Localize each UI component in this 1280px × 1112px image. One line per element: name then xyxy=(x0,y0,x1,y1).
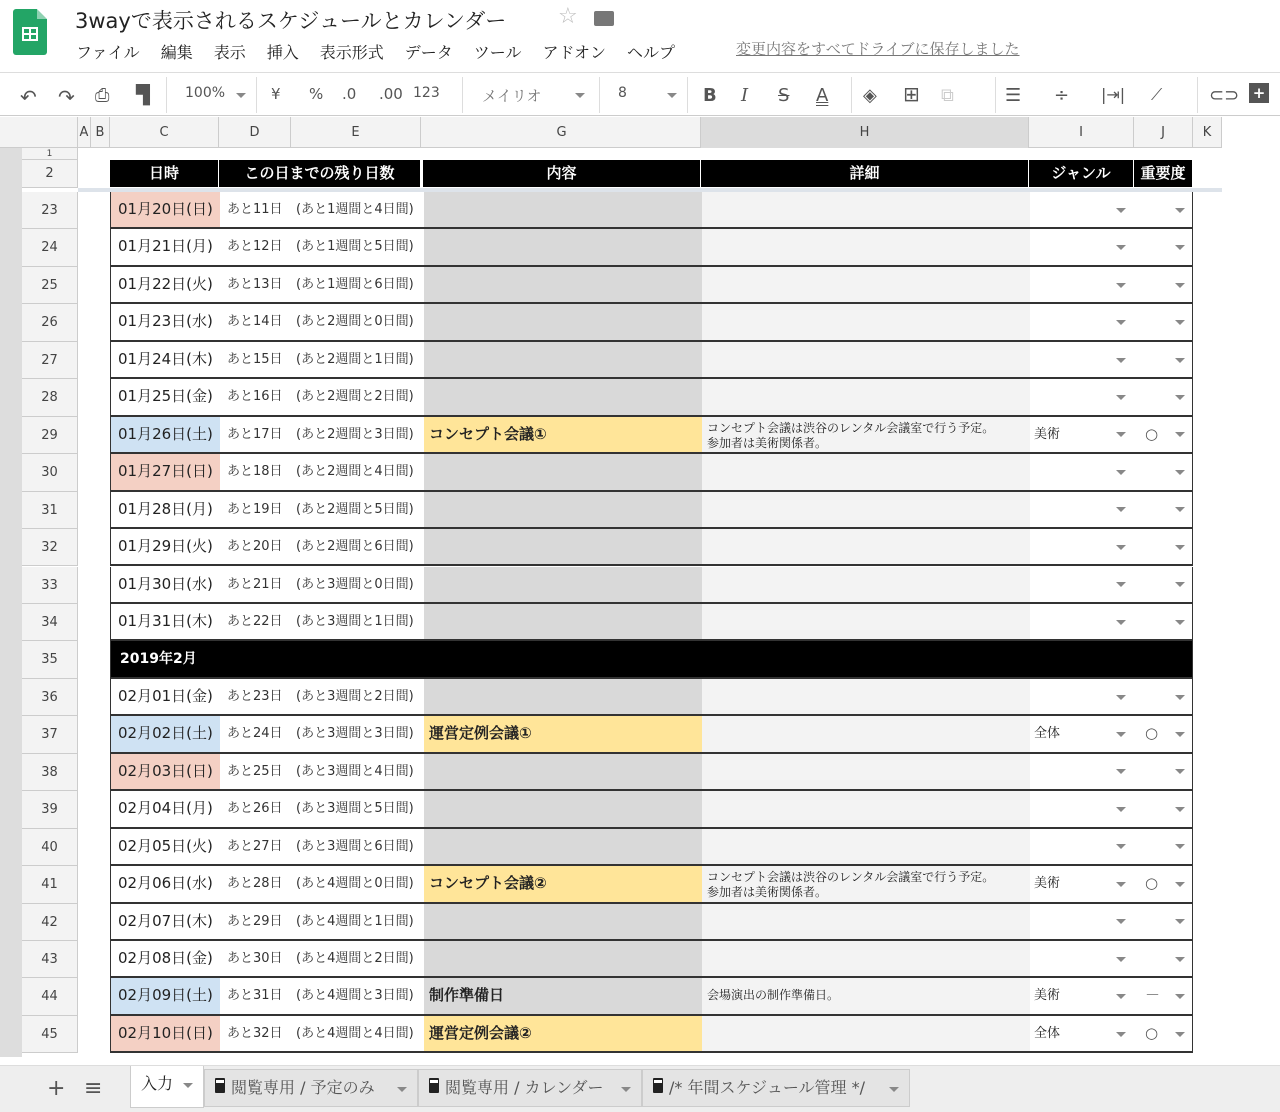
detail-cell[interactable] xyxy=(702,754,1030,789)
column-header-k[interactable]: K xyxy=(1193,117,1222,148)
content-cell[interactable] xyxy=(424,529,702,564)
importance-cell[interactable]: ○ xyxy=(1145,724,1159,743)
remaining-days-cell[interactable]: あと27日 xyxy=(227,838,283,854)
remaining-days-cell[interactable]: あと32日 xyxy=(227,1025,283,1041)
genre-cell[interactable]: 全体 xyxy=(1034,1025,1061,1041)
importance-dropdown-icon[interactable] xyxy=(1175,957,1185,962)
content-cell[interactable] xyxy=(424,492,702,527)
row-header[interactable]: 43 xyxy=(22,941,78,978)
row-header[interactable]: 37 xyxy=(22,716,78,753)
sheet-tab[interactable] xyxy=(418,1069,642,1107)
zoom-select[interactable]: 100% xyxy=(185,85,226,101)
date-cell[interactable]: 02月09日(土) xyxy=(111,978,220,1013)
row-header[interactable]: 25 xyxy=(22,267,78,304)
text-color-button[interactable]: A xyxy=(816,85,829,106)
importance-dropdown-icon[interactable] xyxy=(1175,432,1185,437)
genre-dropdown-icon[interactable] xyxy=(1116,283,1126,288)
detail-cell[interactable] xyxy=(702,529,1030,564)
remaining-days-cell[interactable]: あと30日 xyxy=(227,951,283,966)
genre-dropdown-icon[interactable] xyxy=(1116,245,1126,250)
date-cell[interactable]: 02月08日(金) xyxy=(111,941,220,976)
increase-decimal-button[interactable]: .00 xyxy=(379,85,403,103)
table-row xyxy=(110,529,1193,566)
genre-dropdown-icon[interactable] xyxy=(1116,395,1126,400)
remaining-days-cell[interactable]: あと22日 xyxy=(227,613,283,629)
percent-button[interactable]: % xyxy=(309,85,324,103)
undo-icon[interactable]: ↶ xyxy=(20,85,37,109)
row-header[interactable]: 2 xyxy=(22,160,78,188)
content-cell[interactable]: コンセプト会議② xyxy=(424,866,702,901)
row-header[interactable]: 31 xyxy=(22,492,78,529)
header-genre: ジャンル xyxy=(1029,160,1134,187)
row-header[interactable]: 45 xyxy=(22,1016,78,1053)
sheet-tab-label: /* 年間スケジュール管理 */ xyxy=(669,1078,865,1097)
genre-dropdown-icon[interactable] xyxy=(1116,957,1126,962)
table-row xyxy=(110,754,1193,791)
content-cell[interactable]: 制作準備日 xyxy=(424,978,702,1013)
remaining-days-cell[interactable]: あと31日 xyxy=(227,988,283,1004)
importance-cell[interactable]: ○ xyxy=(1145,874,1159,893)
row-header[interactable]: 35 xyxy=(22,641,78,678)
row-header[interactable]: 32 xyxy=(22,529,78,566)
row-header[interactable]: 1 xyxy=(22,148,78,160)
remaining-weeks-cell[interactable]: (あと3週間と0日間) xyxy=(296,576,414,592)
remaining-weeks-cell[interactable]: (あと1週間と5日間) xyxy=(296,239,414,255)
menu-item[interactable]: ファイル xyxy=(76,43,140,62)
header-importance: 重要度 xyxy=(1134,160,1193,187)
lock-icon xyxy=(653,1083,663,1093)
row-header[interactable]: 41 xyxy=(22,866,78,903)
importance-dropdown-icon[interactable] xyxy=(1175,807,1185,812)
row-header[interactable]: 30 xyxy=(22,454,78,491)
importance-dropdown-icon[interactable] xyxy=(1175,358,1185,363)
table-row xyxy=(110,866,1193,903)
table-row xyxy=(110,1016,1193,1053)
remaining-weeks-cell[interactable]: (あと3週間と2日間) xyxy=(296,688,414,704)
date-cell[interactable]: 02月03日(日) xyxy=(111,754,220,789)
remaining-weeks-cell[interactable]: (あと3週間と6日間) xyxy=(296,838,414,854)
month-row xyxy=(110,641,1193,678)
row-header[interactable]: 23 xyxy=(22,192,78,229)
row-header[interactable]: 39 xyxy=(22,791,78,828)
remaining-days-cell[interactable]: あと21日 xyxy=(227,576,283,592)
detail-cell[interactable] xyxy=(702,941,1030,976)
importance-dropdown-icon[interactable] xyxy=(1175,395,1185,400)
remaining-weeks-cell[interactable]: (あと2週間と5日間) xyxy=(296,501,414,517)
borders-icon[interactable]: ⊞ xyxy=(903,82,920,106)
content-cell[interactable] xyxy=(424,342,702,377)
genre-dropdown-icon[interactable] xyxy=(1116,844,1126,849)
row-header[interactable]: 42 xyxy=(22,904,78,941)
menu-item[interactable]: 編集 xyxy=(160,43,193,62)
row-header[interactable]: 29 xyxy=(22,417,78,454)
remaining-days-cell[interactable]: あと14日 xyxy=(227,314,283,330)
genre-dropdown-icon[interactable] xyxy=(1116,882,1126,887)
row-header[interactable]: 36 xyxy=(22,679,78,716)
date-cell[interactable]: 01月25日(金) xyxy=(111,379,220,414)
content-cell[interactable]: コンセプト会議① xyxy=(424,417,702,452)
remaining-days-cell[interactable]: あと15日 xyxy=(227,351,283,367)
importance-dropdown-icon[interactable] xyxy=(1175,882,1185,887)
tab-menu-dropdown-icon[interactable] xyxy=(397,1087,407,1092)
strikethrough-button[interactable]: S xyxy=(778,85,790,106)
remaining-days-cell[interactable]: あと19日 xyxy=(227,501,283,517)
detail-cell[interactable] xyxy=(702,492,1030,527)
remaining-days-cell[interactable]: あと24日 xyxy=(227,726,283,742)
add-comment-icon[interactable]: + xyxy=(1249,83,1269,103)
column-header-a[interactable]: A xyxy=(78,117,91,148)
remaining-days-cell[interactable]: あと20日 xyxy=(227,539,283,555)
content-cell[interactable]: 運営定例会議② xyxy=(424,1016,702,1051)
row-header[interactable]: 40 xyxy=(22,829,78,866)
content-cell[interactable] xyxy=(424,192,702,227)
remaining-weeks-cell[interactable]: (あと2週間と4日間) xyxy=(296,464,414,480)
date-cell[interactable]: 02月04日(月) xyxy=(111,791,220,826)
table-row xyxy=(110,304,1193,341)
importance-dropdown-icon[interactable] xyxy=(1175,320,1185,325)
menu-item[interactable]: 表示 xyxy=(213,43,246,62)
tab-menu-dropdown-icon[interactable] xyxy=(183,1083,193,1088)
detail-cell[interactable]: コンセプト会議は渋谷のレンタル会議室で行う予定。 参加者は美術関係者。 xyxy=(702,866,1030,901)
remaining-days-cell[interactable]: あと25日 xyxy=(227,763,283,779)
header-remaining: この日までの残り日数 xyxy=(219,160,421,187)
date-cell[interactable]: 01月20日(日) xyxy=(111,192,220,227)
genre-dropdown-icon[interactable] xyxy=(1116,769,1126,774)
importance-dropdown-icon[interactable] xyxy=(1175,620,1185,625)
table-row xyxy=(110,342,1193,379)
remaining-days-cell[interactable]: あと11日 xyxy=(227,202,283,217)
header-date: 日時 xyxy=(110,160,219,187)
importance-dropdown-icon[interactable] xyxy=(1175,245,1185,250)
importance-dropdown-icon[interactable] xyxy=(1175,283,1185,288)
column-header-i[interactable]: I xyxy=(1029,117,1134,148)
print-icon[interactable]: ⎙ xyxy=(95,85,110,106)
remaining-days-cell[interactable]: あと26日 xyxy=(227,801,283,817)
remaining-weeks-cell[interactable]: (あと1週間と4日間) xyxy=(296,202,414,217)
detail-cell[interactable] xyxy=(702,904,1030,939)
remaining-weeks-cell[interactable]: (あと4週間と0日間) xyxy=(296,876,414,892)
genre-dropdown-icon[interactable] xyxy=(1116,919,1126,924)
detail-cell[interactable] xyxy=(702,267,1030,302)
remaining-weeks-cell[interactable]: (あと2週間と0日間) xyxy=(296,314,414,330)
table-row xyxy=(110,904,1193,941)
date-cell[interactable]: 02月10日(日) xyxy=(111,1016,220,1051)
content-cell[interactable] xyxy=(424,941,702,976)
importance-dropdown-icon[interactable] xyxy=(1175,1032,1185,1037)
genre-dropdown-icon[interactable] xyxy=(1116,620,1126,625)
detail-cell[interactable] xyxy=(702,229,1030,264)
document-title[interactable]: 3wayで表示されるスケジュールとカレンダー xyxy=(75,9,507,33)
genre-dropdown-icon[interactable] xyxy=(1116,432,1126,437)
remaining-weeks-cell[interactable]: (あと4週間と4日間) xyxy=(296,1025,414,1041)
genre-dropdown-icon[interactable] xyxy=(1116,545,1126,550)
table-row xyxy=(110,454,1193,491)
detail-cell[interactable] xyxy=(702,716,1030,751)
importance-dropdown-icon[interactable] xyxy=(1175,695,1185,700)
sheet-tab[interactable] xyxy=(642,1069,910,1107)
tab-menu-dropdown-icon[interactable] xyxy=(621,1087,631,1092)
row-header[interactable]: 38 xyxy=(22,754,78,791)
genre-dropdown-icon[interactable] xyxy=(1116,358,1126,363)
table-row xyxy=(110,379,1193,416)
remaining-days-cell[interactable]: あと23日 xyxy=(227,688,283,704)
row-header[interactable]: 24 xyxy=(22,229,78,266)
font-select[interactable]: メイリオ xyxy=(482,87,542,105)
content-cell[interactable] xyxy=(424,379,702,414)
sheet-tab-label: 入力 xyxy=(141,1074,174,1093)
table-row xyxy=(110,567,1193,604)
genre-dropdown-icon[interactable] xyxy=(1116,582,1126,587)
genre-cell[interactable]: 美術 xyxy=(1034,876,1061,892)
row-header[interactable]: 28 xyxy=(22,379,78,416)
folder-icon[interactable] xyxy=(594,11,614,26)
remaining-weeks-cell[interactable]: (あと4週間と2日間) xyxy=(296,951,414,966)
remaining-days-cell[interactable]: あと18日 xyxy=(227,464,283,480)
remaining-weeks-cell[interactable]: (あと2週間と2日間) xyxy=(296,389,414,405)
align-left-icon[interactable]: ☰ xyxy=(1005,85,1022,106)
date-cell[interactable]: 01月28日(月) xyxy=(111,492,220,527)
row-header[interactable]: 33 xyxy=(22,567,78,604)
table-row xyxy=(110,229,1193,266)
table-row xyxy=(110,679,1193,716)
add-sheet-button[interactable]: + xyxy=(47,1076,66,1101)
row-header[interactable]: 34 xyxy=(22,604,78,641)
row-header[interactable]: 27 xyxy=(22,342,78,379)
sheet-tab-label: 閲覧専用 / カレンダー xyxy=(445,1078,604,1097)
all-sheets-button[interactable]: ≡ xyxy=(84,1076,103,1101)
detail-cell[interactable]: 会場演出の制作準備日。 xyxy=(702,978,1030,1013)
genre-dropdown-icon[interactable] xyxy=(1116,732,1126,737)
genre-dropdown-icon[interactable] xyxy=(1116,320,1126,325)
table-row xyxy=(110,791,1193,828)
remaining-weeks-cell[interactable]: (あと3週間と1日間) xyxy=(296,613,414,629)
genre-cell[interactable]: 全体 xyxy=(1034,726,1061,742)
select-all-corner[interactable] xyxy=(22,117,78,148)
table-row xyxy=(110,192,1193,229)
remaining-weeks-cell[interactable]: (あと1週間と6日間) xyxy=(296,276,414,292)
row-group-gutter xyxy=(0,117,22,1057)
remaining-weeks-cell[interactable]: (あと2週間と1日間) xyxy=(296,351,414,367)
remaining-weeks-cell[interactable]: (あと4週間と1日間) xyxy=(296,913,414,929)
header-content: 内容 xyxy=(423,160,701,187)
column-header-b[interactable]: B xyxy=(91,117,110,148)
content-cell[interactable] xyxy=(424,829,702,864)
date-cell[interactable]: 01月23日(水) xyxy=(111,304,220,339)
remaining-weeks-cell[interactable]: (あと3週間と4日間) xyxy=(296,763,414,779)
column-header-e[interactable]: E xyxy=(291,117,421,148)
date-cell[interactable]: 02月05日(火) xyxy=(111,829,220,864)
column-headers xyxy=(0,117,1222,148)
sheet-tab-label: 閲覧専用 / 予定のみ xyxy=(231,1078,375,1097)
table-row xyxy=(110,829,1193,866)
content-cell[interactable] xyxy=(424,791,702,826)
menu-item[interactable]: ツール xyxy=(473,43,522,62)
importance-dropdown-icon[interactable] xyxy=(1175,470,1185,475)
tab-menu-dropdown-icon[interactable] xyxy=(889,1087,899,1092)
detail-cell[interactable] xyxy=(702,379,1030,414)
content-cell[interactable] xyxy=(424,454,702,489)
column-header-c[interactable]: C xyxy=(110,117,219,148)
menu-item[interactable]: ヘルプ xyxy=(626,43,675,62)
remaining-days-cell[interactable]: あと16日 xyxy=(227,389,283,405)
date-cell[interactable]: 02月01日(金) xyxy=(111,679,220,714)
text-wrap-icon[interactable]: |⇥| xyxy=(1101,85,1126,104)
content-cell[interactable] xyxy=(424,604,702,639)
detail-cell[interactable] xyxy=(702,829,1030,864)
detail-cell[interactable] xyxy=(702,342,1030,377)
date-cell[interactable]: 01月21日(月) xyxy=(111,229,220,264)
genre-dropdown-icon[interactable] xyxy=(1116,807,1126,812)
genre-dropdown-icon[interactable] xyxy=(1116,1032,1126,1037)
remaining-weeks-cell[interactable]: (あと3週間と5日間) xyxy=(296,801,414,817)
genre-dropdown-icon[interactable] xyxy=(1116,695,1126,700)
importance-dropdown-icon[interactable] xyxy=(1175,545,1185,550)
content-cell[interactable] xyxy=(424,567,702,602)
remaining-days-cell[interactable]: あと12日 xyxy=(227,239,283,255)
importance-dropdown-icon[interactable] xyxy=(1175,507,1185,512)
remaining-weeks-cell[interactable]: (あと4週間と3日間) xyxy=(296,988,414,1004)
table-row xyxy=(110,716,1193,753)
detail-cell[interactable] xyxy=(702,192,1030,227)
decrease-decimal-button[interactable]: .0 xyxy=(342,85,357,103)
detail-cell[interactable]: コンセプト会議は渋谷のレンタル会議室で行う予定。 参加者は美術関係者。 xyxy=(702,417,1030,452)
sheet-tab[interactable] xyxy=(204,1069,418,1107)
genre-dropdown-icon[interactable] xyxy=(1116,507,1126,512)
detail-cell[interactable] xyxy=(702,567,1030,602)
table-row xyxy=(110,492,1193,529)
detail-cell[interactable] xyxy=(702,791,1030,826)
sheets-logo[interactable] xyxy=(13,9,47,55)
importance-dropdown-icon[interactable] xyxy=(1175,994,1185,999)
importance-dropdown-icon[interactable] xyxy=(1175,208,1185,213)
fill-color-icon[interactable]: ◈ xyxy=(863,85,877,106)
remaining-weeks-cell[interactable]: (あと3週間と3日間) xyxy=(296,726,414,742)
menu-bar xyxy=(76,40,675,63)
menu-item[interactable]: アドオン xyxy=(542,43,606,62)
importance-dropdown-icon[interactable] xyxy=(1175,582,1185,587)
content-cell[interactable] xyxy=(424,267,702,302)
text-rotate-icon[interactable]: ⟋ xyxy=(1151,85,1163,104)
italic-button[interactable]: I xyxy=(741,85,749,106)
bold-button[interactable]: B xyxy=(703,85,717,106)
column-header-h[interactable]: H xyxy=(701,117,1029,148)
font-size-select[interactable]: 8 xyxy=(618,85,627,101)
column-header-j[interactable]: J xyxy=(1134,117,1193,148)
lock-icon xyxy=(215,1083,225,1093)
date-cell[interactable]: 01月24日(木) xyxy=(111,342,220,377)
detail-cell[interactable] xyxy=(702,679,1030,714)
date-cell[interactable]: 01月27日(日) xyxy=(111,454,220,489)
content-cell[interactable] xyxy=(424,904,702,939)
menu-item[interactable]: データ xyxy=(404,43,453,62)
content-cell[interactable] xyxy=(424,754,702,789)
row-header[interactable]: 26 xyxy=(22,304,78,341)
column-header-g[interactable]: G xyxy=(423,117,701,148)
content-cell[interactable] xyxy=(424,304,702,339)
month-label: 2019年2月 xyxy=(120,651,197,668)
importance-cell[interactable]: ○ xyxy=(1145,1023,1159,1042)
importance-dropdown-icon[interactable] xyxy=(1175,919,1185,924)
content-cell[interactable] xyxy=(424,679,702,714)
menu-item[interactable]: 挿入 xyxy=(266,43,299,62)
importance-dropdown-icon[interactable] xyxy=(1175,769,1185,774)
date-cell[interactable]: 01月30日(水) xyxy=(111,567,220,602)
table-row xyxy=(110,267,1193,304)
genre-cell[interactable]: 美術 xyxy=(1034,988,1061,1004)
vertical-align-icon[interactable]: ÷ xyxy=(1054,85,1070,106)
table-row xyxy=(110,417,1193,454)
table-row xyxy=(110,604,1193,641)
remaining-days-cell[interactable]: あと13日 xyxy=(227,276,283,292)
importance-cell[interactable]: ○ xyxy=(1145,424,1159,443)
toolbar xyxy=(0,72,1280,116)
date-cell[interactable]: 01月22日(火) xyxy=(111,267,220,302)
remaining-days-cell[interactable]: あと28日 xyxy=(227,876,283,892)
header-detail: 詳細 xyxy=(701,160,1029,187)
link-icon[interactable]: ⊂⊃ xyxy=(1209,85,1240,106)
content-cell[interactable]: 運営定例会議① xyxy=(424,716,702,751)
lock-icon xyxy=(429,1083,439,1093)
remaining-weeks-cell[interactable]: (あと2週間と6日間) xyxy=(296,539,414,555)
remaining-days-cell[interactable]: あと29日 xyxy=(227,913,283,929)
save-status[interactable]: 変更内容をすべてドライブに保存しました xyxy=(736,40,1020,58)
genre-dropdown-icon[interactable] xyxy=(1116,470,1126,475)
date-cell[interactable]: 01月26日(土) xyxy=(111,417,220,452)
column-header-d[interactable]: D xyxy=(219,117,291,148)
date-cell[interactable]: 02月02日(土) xyxy=(111,716,220,751)
sheet-tab[interactable] xyxy=(130,1066,204,1108)
detail-cell[interactable] xyxy=(702,304,1030,339)
redo-icon[interactable]: ↷ xyxy=(58,85,75,109)
date-cell[interactable]: 01月31日(木) xyxy=(111,604,220,639)
date-cell[interactable]: 02月07日(木) xyxy=(111,904,220,939)
row-header[interactable]: 44 xyxy=(22,978,78,1015)
more-formats-button[interactable]: 123 xyxy=(413,85,440,101)
table-row xyxy=(110,941,1193,978)
content-cell[interactable] xyxy=(424,229,702,264)
genre-dropdown-icon[interactable] xyxy=(1116,208,1126,213)
genre-cell[interactable]: 美術 xyxy=(1034,426,1061,442)
currency-button[interactable]: ¥ xyxy=(271,85,281,103)
importance-cell[interactable]: － xyxy=(1145,986,1161,1005)
remaining-weeks-cell[interactable]: (あと2週間と3日間) xyxy=(296,426,414,442)
sheet-tabs-bar xyxy=(0,1065,1280,1112)
date-cell[interactable]: 02月06日(水) xyxy=(111,866,220,901)
menu-item[interactable]: 表示形式 xyxy=(319,43,384,62)
merge-cells-icon[interactable]: ⧉ xyxy=(941,85,954,106)
table-row xyxy=(110,978,1193,1015)
detail-cell[interactable] xyxy=(702,1016,1030,1051)
genre-dropdown-icon[interactable] xyxy=(1116,994,1126,999)
importance-dropdown-icon[interactable] xyxy=(1175,844,1185,849)
importance-dropdown-icon[interactable] xyxy=(1175,732,1185,737)
remaining-days-cell[interactable]: あと17日 xyxy=(227,426,283,442)
detail-cell[interactable] xyxy=(702,604,1030,639)
star-icon[interactable]: ☆ xyxy=(558,4,578,29)
date-cell[interactable]: 01月29日(火) xyxy=(111,529,220,564)
paint-format-icon[interactable]: ▜ xyxy=(136,85,150,106)
detail-cell[interactable] xyxy=(702,454,1030,489)
